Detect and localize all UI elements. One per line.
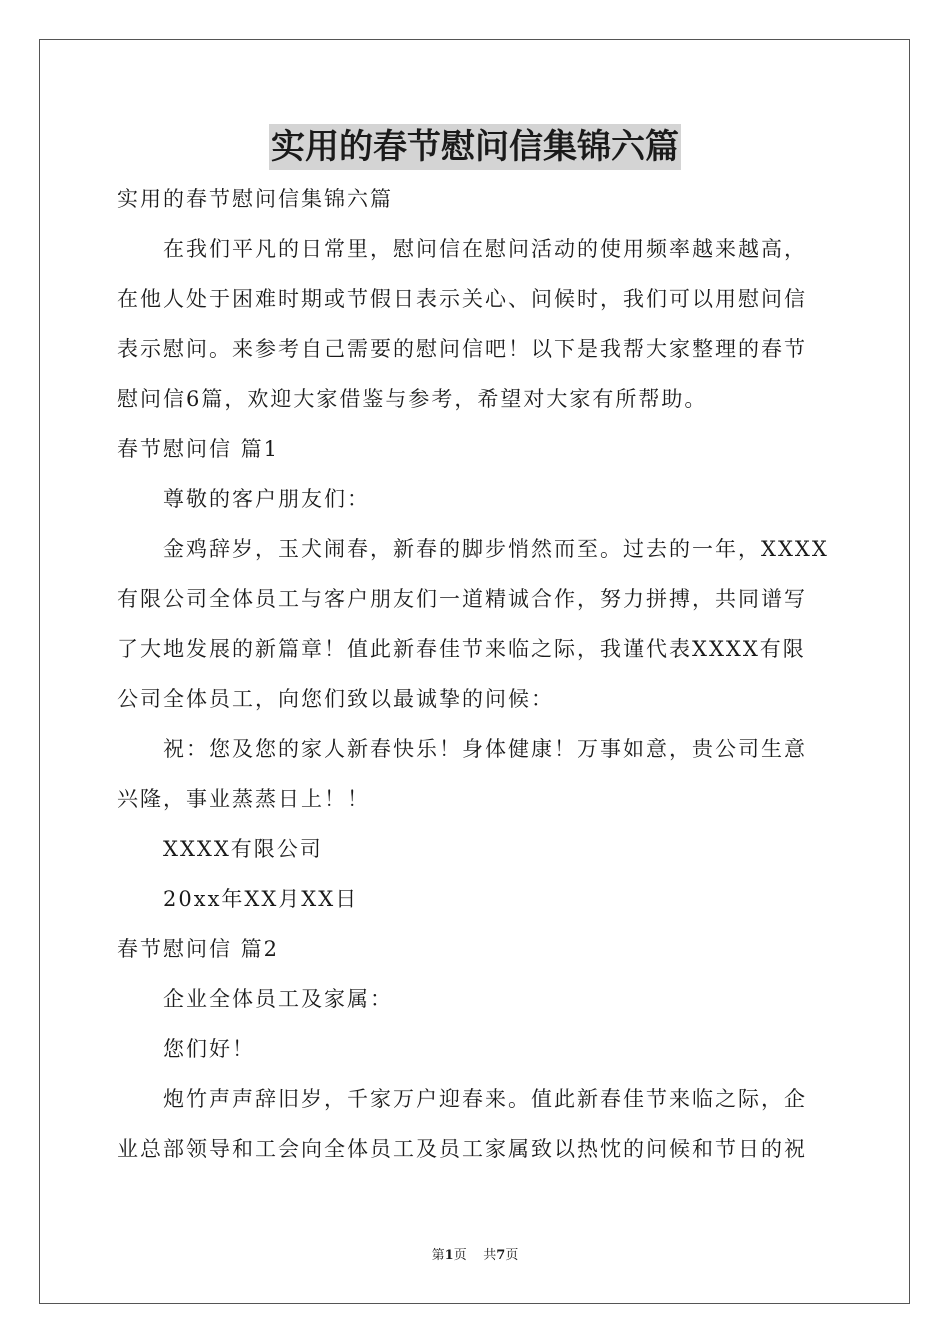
paragraph-line: 表示慰问。来参考自己需要的慰问信吧！以下是我帮大家整理的春节 [117, 337, 807, 361]
paragraph-line: 慰问信6篇，欢迎大家借鉴与参考，希望对大家有所帮助。 [117, 387, 708, 411]
page-label-prefix: 第 [431, 1248, 445, 1263]
total-label-suffix: 页 [505, 1248, 519, 1263]
page-current: 1 [444, 1248, 454, 1263]
paragraph-line: 在我们平凡的日常里，慰问信在慰问活动的使用频率越来越高， [163, 237, 807, 261]
title-container [0, 124, 950, 170]
paragraph-line: 炮竹声声辞旧岁，千家万户迎春来。值此新春佳节来临之际，企 [163, 1087, 807, 1111]
paragraph-line: 金鸡辞岁，玉犬闹春，新春的脚步悄然而至。过去的一年，XXXX [163, 537, 829, 561]
paragraph-line: 祝：您及您的家人新春快乐！身体健康！万事如意，贵公司生意 [163, 737, 807, 761]
salutation-line: 企业全体员工及家属： [163, 987, 393, 1011]
page-total: 7 [496, 1248, 506, 1263]
paragraph-line: 了大地发展的新篇章！值此新春佳节来临之际，我谨代表XXXX有限 [117, 637, 806, 661]
paragraph-line: 公司全体员工，向您们致以最诚挚的问候： [117, 687, 554, 711]
page-footer [0, 1246, 950, 1266]
paragraph-line: 在他人处于困难时期或节假日表示关心、问候时，我们可以用慰问信 [117, 287, 807, 311]
signature-company: XXXX有限公司 [163, 837, 323, 861]
salutation-line: 尊敬的客户朋友们： [163, 487, 370, 511]
page-label-suffix: 页 [453, 1248, 467, 1263]
paragraph-line: 兴隆，事业蒸蒸日上！！ [117, 787, 370, 811]
section-heading: 春节慰问信 篇1 [117, 437, 280, 461]
total-label-prefix: 共 [483, 1248, 497, 1263]
page-border [39, 39, 910, 1304]
signature-date: 20xx年XX月XX日 [163, 887, 359, 911]
subtitle-line: 实用的春节慰问信集锦六篇 [117, 187, 393, 211]
paragraph-line: 有限公司全体员工与客户朋友们一道精诚合作，努力拼搏，共同谱写 [117, 587, 807, 611]
document-title: 实用的春节慰问信集锦六篇 [269, 124, 681, 170]
paragraph-line: 业总部领导和工会向全体员工及员工家属致以热忱的问候和节日的祝 [117, 1137, 807, 1161]
greeting-line: 您们好！ [163, 1037, 255, 1061]
section-heading: 春节慰问信 篇2 [117, 937, 280, 961]
